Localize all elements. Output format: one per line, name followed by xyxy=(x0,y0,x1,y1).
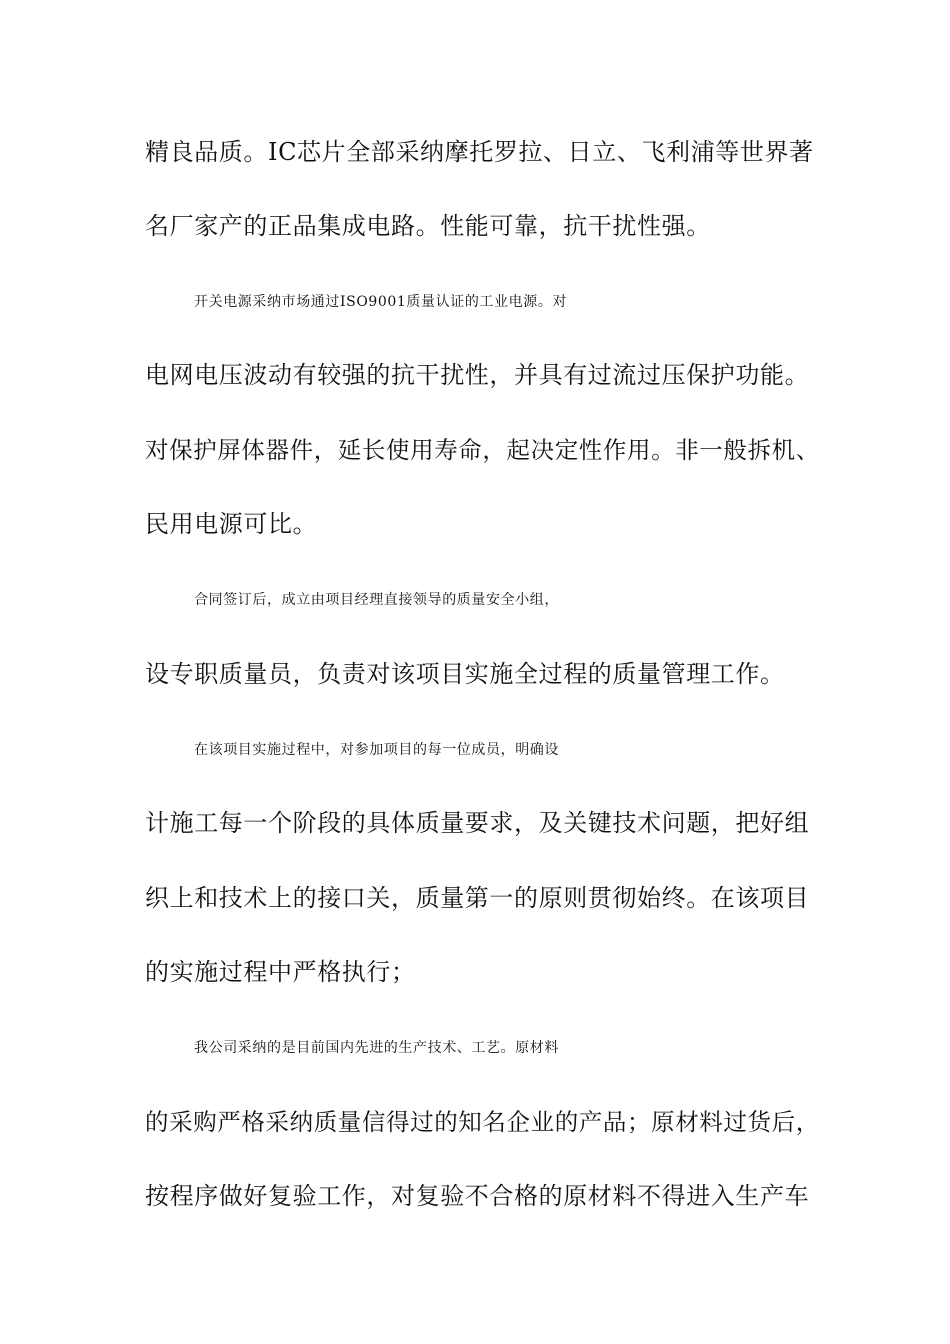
paragraph-first-line: 合同签订后，成立由项目经理直接领导的质量安全小组， xyxy=(194,592,559,608)
text-line: 按程序做好复验工作，对复验不合格的原材料不得进入生产车 xyxy=(145,1182,810,1210)
text-line: 对保护屏体器件，延长使用寿命，起决定性作用。非一般拆机、 xyxy=(145,436,820,464)
paragraph-first-line: 开关电源采纳市场通过ISO9001质量认证的工业电源。对 xyxy=(194,294,568,310)
paragraph-first-line: 在该项目实施过程中，对参加项目的每一位成员，明确设 xyxy=(194,742,559,758)
paragraph-first-line: 我公司采纳的是目前国内先进的生产技术、工艺。原材料 xyxy=(194,1040,559,1056)
text-line: 的采购严格采纳质量信得过的知名企业的产品；原材料过货后， xyxy=(145,1108,820,1136)
text-line: 名厂家产的正品集成电路。性能可靠，抗干扰性强。 xyxy=(145,212,711,240)
text-line: 民用电源可比。 xyxy=(145,510,318,538)
text-line: 织上和技术上的接口关，质量第一的原则贯彻始终。在该项目 xyxy=(145,884,810,912)
text-line: 设专职质量员，负责对该项目实施全过程的质量管理工作。 xyxy=(145,660,785,688)
text-line: 精良品质。IC芯片全部采纳摩托罗拉、日立、飞利浦等世界著 xyxy=(145,138,814,166)
text-line: 计施工每一个阶段的具体质量要求，及关键技术问题，把好组 xyxy=(145,809,810,837)
text-line: 的实施过程中严格执行； xyxy=(145,958,416,986)
text-line: 电网电压波动有较强的抗干扰性，并具有过流过压保护功能。 xyxy=(145,361,810,389)
